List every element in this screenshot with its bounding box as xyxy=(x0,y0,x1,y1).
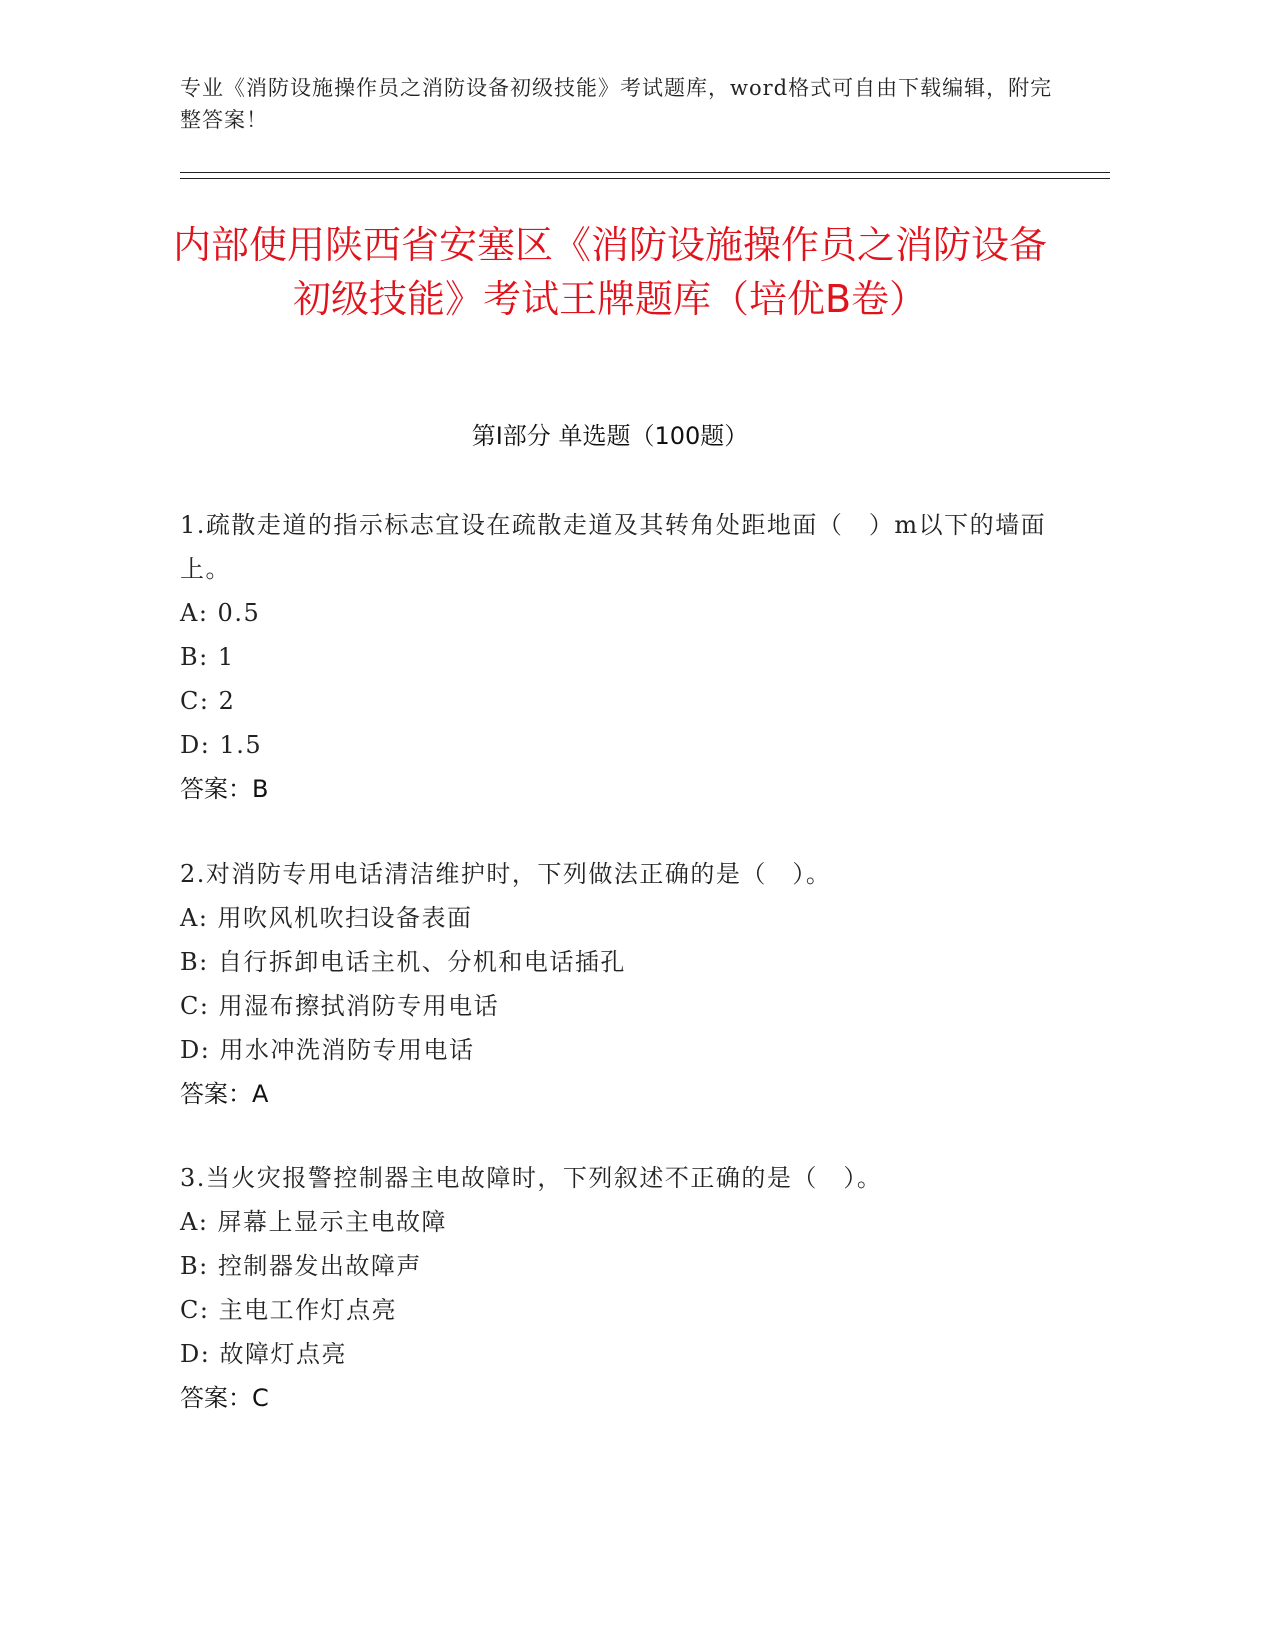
option-c: C: 主电工作灯点亮 xyxy=(180,1296,398,1324)
header-divider-top xyxy=(180,172,1110,173)
option-b: B: 1 xyxy=(180,643,235,671)
answer: 答案：C xyxy=(180,1384,269,1412)
option-b: B: 控制器发出故障声 xyxy=(180,1252,422,1280)
option-d: D: 1.5 xyxy=(180,731,263,759)
question-3 xyxy=(180,1156,1060,1420)
option-a: A: 0.5 xyxy=(180,599,261,627)
document-title: 内部使用陕西省安塞区《消防设施操作员之消防设备初级技能》考试王牌题库（培优B卷） xyxy=(172,223,1047,321)
option-c: C: 2 xyxy=(180,687,236,715)
header-note: 专业《消防设施操作员之消防设备初级技能》考试题库，word格式可自由下载编辑，附完整答案！ xyxy=(180,76,1053,132)
answer: 答案：A xyxy=(180,1080,269,1108)
question-1 xyxy=(180,503,1060,811)
question-stem: 2.对消防专用电话清洁维护时，下列做法正确的是（ ）。 xyxy=(180,860,832,888)
option-a: A: 屏幕上显示主电故障 xyxy=(180,1208,448,1236)
section-heading: 第I部分 单选题（100题） xyxy=(471,422,749,450)
question-stem: 3.当火灾报警控制器主电故障时，下列叙述不正确的是（ ）。 xyxy=(180,1164,883,1192)
option-d: D: 故障灯点亮 xyxy=(180,1340,347,1368)
question-stem: 1.疏散走道的指示标志宜设在疏散走道及其转角处距地面（ ）m以下的墙面上。 xyxy=(180,511,1047,583)
option-c: C: 用湿布擦拭消防专用电话 xyxy=(180,992,500,1020)
answer: 答案：B xyxy=(180,775,269,803)
question-2 xyxy=(180,852,1060,1116)
option-b: B: 自行拆卸电话主机、分机和电话插孔 xyxy=(180,948,626,976)
header-divider-bottom xyxy=(180,178,1110,179)
option-d: D: 用水冲洗消防专用电话 xyxy=(180,1036,475,1064)
option-a: A: 用吹风机吹扫设备表面 xyxy=(180,904,473,932)
